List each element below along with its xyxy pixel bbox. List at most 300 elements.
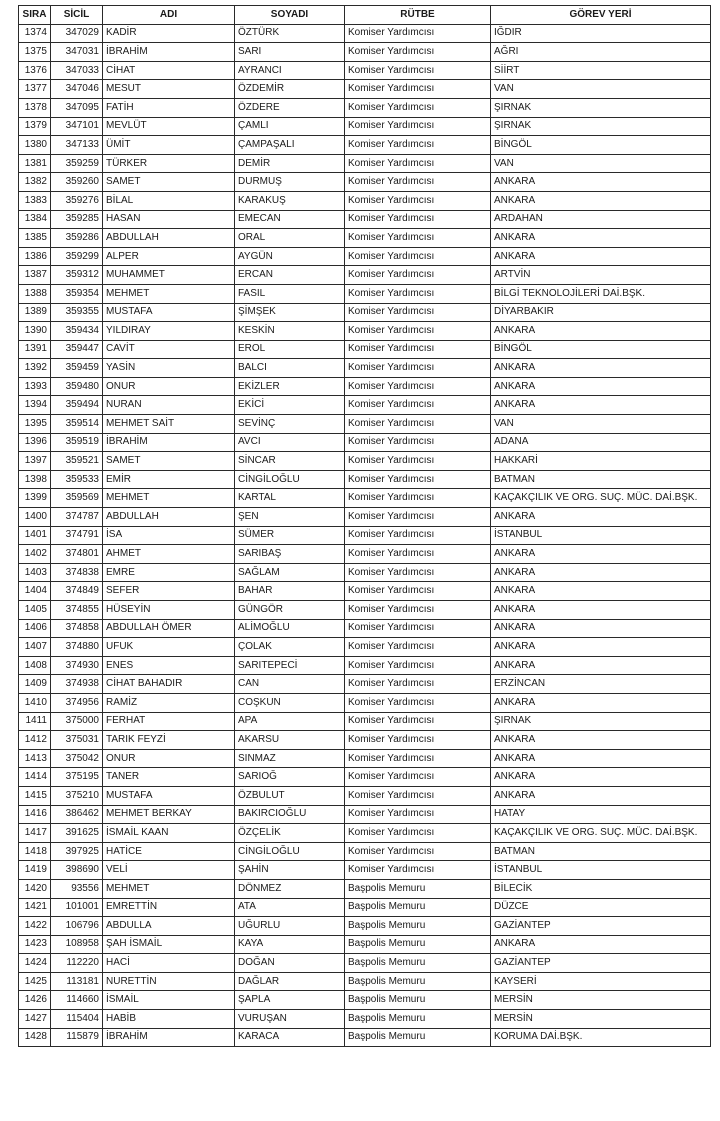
cell-sira: 1407 [19,638,51,657]
cell-sicil: 359276 [51,191,103,210]
cell-sicil: 347095 [51,98,103,117]
cell-gorev-yeri: MERSİN [491,991,711,1010]
cell-sira: 1424 [19,954,51,973]
cell-sira: 1382 [19,173,51,192]
cell-sira: 1386 [19,247,51,266]
cell-sira: 1402 [19,545,51,564]
cell-adi: TANER [103,768,235,787]
header-soyadi: SOYADI [235,6,345,25]
table-row [19,322,711,341]
table-row [19,879,711,898]
cell-gorev-yeri: ANKARA [491,693,711,712]
table-row [19,136,711,155]
cell-sicil: 374849 [51,582,103,601]
cell-soyadi: ŞİMŞEK [235,303,345,322]
table-row [19,749,711,768]
cell-gorev-yeri: ŞIRNAK [491,712,711,731]
cell-rutbe: Komiser Yardımcısı [345,805,491,824]
table-header-row [19,6,711,25]
cell-sicil: 359494 [51,396,103,415]
cell-sicil: 359299 [51,247,103,266]
cell-adi: HASAN [103,210,235,229]
cell-soyadi: KARAKUŞ [235,191,345,210]
cell-rutbe: Komiser Yardımcısı [345,136,491,155]
cell-adi: ONUR [103,749,235,768]
cell-rutbe: Komiser Yardımcısı [345,582,491,601]
cell-sira: 1411 [19,712,51,731]
cell-rutbe: Komiser Yardımcısı [345,861,491,880]
cell-rutbe: Komiser Yardımcısı [345,768,491,787]
personnel-list-sheet [18,5,710,1047]
cell-adi: ÜMİT [103,136,235,155]
table-row [19,824,711,843]
cell-adi: FERHAT [103,712,235,731]
cell-gorev-yeri: ANKARA [491,322,711,341]
cell-sira: 1377 [19,80,51,99]
cell-rutbe: Komiser Yardımcısı [345,508,491,527]
cell-rutbe: Komiser Yardımcısı [345,229,491,248]
cell-gorev-yeri: KORUMA DAİ.BŞK. [491,1028,711,1047]
table-row [19,898,711,917]
cell-gorev-yeri: BİNGÖL [491,340,711,359]
cell-gorev-yeri: ANKARA [491,638,711,657]
cell-sicil: 359480 [51,377,103,396]
cell-adi: ONUR [103,377,235,396]
cell-sira: 1389 [19,303,51,322]
cell-sicil: 359354 [51,284,103,303]
cell-gorev-yeri: ANKARA [491,229,711,248]
cell-soyadi: DÖNMEZ [235,879,345,898]
table-row [19,210,711,229]
cell-sira: 1415 [19,786,51,805]
cell-adi: ALPER [103,247,235,266]
cell-sicil: 108958 [51,935,103,954]
cell-soyadi: ŞAHİN [235,861,345,880]
cell-gorev-yeri: BİNGÖL [491,136,711,155]
cell-rutbe: Komiser Yardımcısı [345,154,491,173]
cell-gorev-yeri: ANKARA [491,191,711,210]
cell-adi: ŞAH İSMAİL [103,935,235,954]
cell-soyadi: ÖZDERE [235,98,345,117]
cell-gorev-yeri: ARTVİN [491,266,711,285]
cell-sicil: 375210 [51,786,103,805]
cell-sicil: 398690 [51,861,103,880]
cell-sira: 1401 [19,526,51,545]
cell-gorev-yeri: KAYSERİ [491,972,711,991]
table-row [19,80,711,99]
table-row [19,601,711,620]
cell-rutbe: Komiser Yardımcısı [345,61,491,80]
cell-sicil: 115879 [51,1028,103,1047]
cell-gorev-yeri: İSTANBUL [491,861,711,880]
cell-sira: 1378 [19,98,51,117]
cell-soyadi: CAN [235,675,345,694]
cell-rutbe: Başpolis Memuru [345,991,491,1010]
cell-adi: İSMAİL [103,991,235,1010]
cell-sira: 1387 [19,266,51,285]
cell-soyadi: UĞURLU [235,917,345,936]
cell-rutbe: Komiser Yardımcısı [345,396,491,415]
cell-adi: YILDIRAY [103,322,235,341]
cell-sira: 1394 [19,396,51,415]
cell-gorev-yeri: AĞRI [491,43,711,62]
cell-gorev-yeri: HATAY [491,805,711,824]
cell-rutbe: Komiser Yardımcısı [345,359,491,378]
table-row [19,452,711,471]
table-row [19,935,711,954]
cell-sicil: 347031 [51,43,103,62]
table-row [19,786,711,805]
cell-sicil: 106796 [51,917,103,936]
table-row [19,563,711,582]
table-row [19,861,711,880]
cell-soyadi: KARTAL [235,489,345,508]
cell-sira: 1396 [19,433,51,452]
cell-gorev-yeri: ANKARA [491,563,711,582]
table-row [19,656,711,675]
cell-adi: EMİR [103,470,235,489]
cell-soyadi: ÖZTÜRK [235,24,345,43]
cell-soyadi: CİNGİLOĞLU [235,842,345,861]
cell-adi: MUHAMMET [103,266,235,285]
cell-rutbe: Komiser Yardımcısı [345,284,491,303]
cell-sicil: 359459 [51,359,103,378]
cell-gorev-yeri: ANKARA [491,508,711,527]
cell-gorev-yeri: ŞIRNAK [491,98,711,117]
table-row [19,991,711,1010]
cell-soyadi: ŞAPLA [235,991,345,1010]
cell-gorev-yeri: ADANA [491,433,711,452]
cell-adi: NURETTİN [103,972,235,991]
table-row [19,154,711,173]
cell-sira: 1379 [19,117,51,136]
cell-gorev-yeri: ŞIRNAK [491,117,711,136]
cell-gorev-yeri: MERSİN [491,1010,711,1029]
cell-sicil: 359569 [51,489,103,508]
cell-rutbe: Komiser Yardımcısı [345,340,491,359]
cell-rutbe: Komiser Yardımcısı [345,117,491,136]
cell-sira: 1417 [19,824,51,843]
cell-sicil: 347046 [51,80,103,99]
cell-sira: 1398 [19,470,51,489]
cell-rutbe: Komiser Yardımcısı [345,24,491,43]
cell-gorev-yeri: KAÇAKÇILIK VE ORG. SUÇ. MÜC. DAİ.BŞK. [491,824,711,843]
cell-gorev-yeri: İSTANBUL [491,526,711,545]
cell-sira: 1420 [19,879,51,898]
cell-rutbe: Komiser Yardımcısı [345,563,491,582]
cell-adi: EMRE [103,563,235,582]
cell-gorev-yeri: ANKARA [491,377,711,396]
cell-gorev-yeri: ANKARA [491,786,711,805]
cell-sicil: 359355 [51,303,103,322]
table-row [19,1028,711,1047]
cell-sira: 1403 [19,563,51,582]
cell-soyadi: ÖZÇELİK [235,824,345,843]
cell-sira: 1421 [19,898,51,917]
cell-gorev-yeri: VAN [491,80,711,99]
cell-sira: 1399 [19,489,51,508]
cell-sira: 1393 [19,377,51,396]
table-row [19,98,711,117]
cell-soyadi: ATA [235,898,345,917]
table-row [19,340,711,359]
cell-gorev-yeri: VAN [491,154,711,173]
cell-sicil: 391625 [51,824,103,843]
table-row [19,24,711,43]
cell-sicil: 375042 [51,749,103,768]
cell-gorev-yeri: VAN [491,415,711,434]
cell-sicil: 374791 [51,526,103,545]
cell-sicil: 374930 [51,656,103,675]
cell-adi: HATİCE [103,842,235,861]
cell-rutbe: Komiser Yardımcısı [345,545,491,564]
header-sicil: SİCİL [51,6,103,25]
cell-sicil: 374956 [51,693,103,712]
header-adi: ADI [103,6,235,25]
cell-adi: MEHMET BERKAY [103,805,235,824]
cell-soyadi: DOĞAN [235,954,345,973]
cell-sicil: 374787 [51,508,103,527]
cell-rutbe: Komiser Yardımcısı [345,749,491,768]
cell-soyadi: DAĞLAR [235,972,345,991]
cell-rutbe: Komiser Yardımcısı [345,638,491,657]
cell-sira: 1391 [19,340,51,359]
cell-rutbe: Komiser Yardımcısı [345,842,491,861]
cell-gorev-yeri: ANKARA [491,601,711,620]
cell-sira: 1390 [19,322,51,341]
cell-soyadi: ÖZBULUT [235,786,345,805]
cell-soyadi: SARI [235,43,345,62]
cell-sira: 1427 [19,1010,51,1029]
cell-gorev-yeri: ANKARA [491,935,711,954]
cell-soyadi: SARIBAŞ [235,545,345,564]
cell-gorev-yeri: SİİRT [491,61,711,80]
cell-sira: 1375 [19,43,51,62]
table-row [19,191,711,210]
table-row [19,303,711,322]
cell-rutbe: Komiser Yardımcısı [345,619,491,638]
cell-soyadi: EROL [235,340,345,359]
cell-rutbe: Komiser Yardımcısı [345,247,491,266]
cell-sira: 1413 [19,749,51,768]
cell-adi: CİHAT [103,61,235,80]
cell-sira: 1385 [19,229,51,248]
cell-sicil: 386462 [51,805,103,824]
cell-gorev-yeri: KAÇAKÇILIK VE ORG. SUÇ. MÜC. DAİ.BŞK. [491,489,711,508]
cell-soyadi: EKİCİ [235,396,345,415]
cell-rutbe: Komiser Yardımcısı [345,712,491,731]
cell-soyadi: GÜNGÖR [235,601,345,620]
header-sira: SIRA [19,6,51,25]
cell-rutbe: Başpolis Memuru [345,1010,491,1029]
cell-adi: MUSTAFA [103,303,235,322]
table-row [19,61,711,80]
cell-sira: 1412 [19,731,51,750]
cell-adi: ABDULLAH [103,229,235,248]
cell-rutbe: Komiser Yardımcısı [345,601,491,620]
table-row [19,917,711,936]
cell-rutbe: Başpolis Memuru [345,972,491,991]
header-rutbe: RÜTBE [345,6,491,25]
cell-sicil: 359514 [51,415,103,434]
cell-adi: İBRAHİM [103,433,235,452]
table-row [19,266,711,285]
cell-soyadi: CİNGİLOĞLU [235,470,345,489]
cell-rutbe: Komiser Yardımcısı [345,470,491,489]
cell-soyadi: AKARSU [235,731,345,750]
cell-adi: ABDULLA [103,917,235,936]
cell-sira: 1409 [19,675,51,694]
cell-adi: EMRETTİN [103,898,235,917]
cell-adi: NURAN [103,396,235,415]
cell-adi: MEHMET [103,879,235,898]
cell-sira: 1410 [19,693,51,712]
cell-soyadi: SÜMER [235,526,345,545]
cell-rutbe: Başpolis Memuru [345,954,491,973]
cell-sicil: 359312 [51,266,103,285]
cell-gorev-yeri: BİLECİK [491,879,711,898]
cell-gorev-yeri: ANKARA [491,582,711,601]
cell-adi: CAVİT [103,340,235,359]
cell-sira: 1419 [19,861,51,880]
cell-soyadi: KARACA [235,1028,345,1047]
personnel-table [18,5,711,1047]
cell-gorev-yeri: ARDAHAN [491,210,711,229]
cell-soyadi: DURMUŞ [235,173,345,192]
table-row [19,526,711,545]
cell-rutbe: Komiser Yardımcısı [345,415,491,434]
table-row [19,675,711,694]
table-row [19,117,711,136]
cell-sicil: 359285 [51,210,103,229]
table-row [19,247,711,266]
cell-adi: ABDULLAH ÖMER [103,619,235,638]
cell-adi: BİLAL [103,191,235,210]
cell-gorev-yeri: ANKARA [491,768,711,787]
table-row [19,396,711,415]
cell-soyadi: EMECAN [235,210,345,229]
cell-soyadi: ÇAMPAŞALI [235,136,345,155]
cell-sira: 1414 [19,768,51,787]
cell-adi: SAMET [103,452,235,471]
cell-sicil: 347033 [51,61,103,80]
cell-adi: İSA [103,526,235,545]
table-row [19,693,711,712]
cell-sicil: 347029 [51,24,103,43]
cell-sicil: 374938 [51,675,103,694]
cell-adi: ABDULLAH [103,508,235,527]
table-row [19,842,711,861]
cell-sicil: 347101 [51,117,103,136]
cell-sira: 1404 [19,582,51,601]
cell-gorev-yeri: DÜZCE [491,898,711,917]
cell-sira: 1426 [19,991,51,1010]
cell-rutbe: Komiser Yardımcısı [345,266,491,285]
cell-soyadi: APA [235,712,345,731]
cell-soyadi: ERCAN [235,266,345,285]
table-row [19,415,711,434]
cell-adi: AHMET [103,545,235,564]
cell-soyadi: EKİZLER [235,377,345,396]
cell-soyadi: AYRANCI [235,61,345,80]
cell-soyadi: ÇAMLI [235,117,345,136]
cell-sira: 1397 [19,452,51,471]
cell-sicil: 115404 [51,1010,103,1029]
cell-soyadi: ÖZDEMİR [235,80,345,99]
table-row [19,582,711,601]
cell-gorev-yeri: ANKARA [491,731,711,750]
cell-gorev-yeri: ANKARA [491,656,711,675]
table-row [19,173,711,192]
table-row [19,638,711,657]
table-row [19,508,711,527]
cell-sira: 1400 [19,508,51,527]
cell-sicil: 374838 [51,563,103,582]
cell-sicil: 359434 [51,322,103,341]
cell-adi: UFUK [103,638,235,657]
cell-sicil: 359260 [51,173,103,192]
cell-sira: 1392 [19,359,51,378]
cell-soyadi: AVCI [235,433,345,452]
cell-soyadi: ÇOLAK [235,638,345,657]
cell-sicil: 374855 [51,601,103,620]
cell-rutbe: Komiser Yardımcısı [345,98,491,117]
cell-rutbe: Komiser Yardımcısı [345,191,491,210]
cell-adi: MESUT [103,80,235,99]
table-row [19,489,711,508]
cell-soyadi: COŞKUN [235,693,345,712]
cell-soyadi: AYGÜN [235,247,345,266]
cell-gorev-yeri: ANKARA [491,749,711,768]
table-row [19,972,711,991]
cell-rutbe: Komiser Yardımcısı [345,656,491,675]
cell-sira: 1428 [19,1028,51,1047]
cell-sicil: 114660 [51,991,103,1010]
cell-rutbe: Komiser Yardımcısı [345,303,491,322]
cell-rutbe: Komiser Yardımcısı [345,526,491,545]
cell-rutbe: Komiser Yardımcısı [345,210,491,229]
table-row [19,470,711,489]
cell-soyadi: KESKİN [235,322,345,341]
cell-soyadi: KAYA [235,935,345,954]
cell-sicil: 359447 [51,340,103,359]
cell-sira: 1384 [19,210,51,229]
cell-gorev-yeri: ANKARA [491,359,711,378]
cell-sira: 1388 [19,284,51,303]
cell-gorev-yeri: GAZİANTEP [491,917,711,936]
cell-sira: 1408 [19,656,51,675]
cell-gorev-yeri: ANKARA [491,545,711,564]
cell-sicil: 374858 [51,619,103,638]
cell-gorev-yeri: ANKARA [491,247,711,266]
cell-sicil: 359533 [51,470,103,489]
cell-soyadi: BALCI [235,359,345,378]
cell-adi: FATİH [103,98,235,117]
cell-sira: 1383 [19,191,51,210]
cell-rutbe: Komiser Yardımcısı [345,693,491,712]
table-row [19,619,711,638]
cell-soyadi: BAHAR [235,582,345,601]
cell-soyadi: BAKIRCIOĞLU [235,805,345,824]
cell-rutbe: Başpolis Memuru [345,898,491,917]
cell-sicil: 374801 [51,545,103,564]
cell-sira: 1418 [19,842,51,861]
cell-sicil: 112220 [51,954,103,973]
table-row [19,43,711,62]
cell-adi: KADİR [103,24,235,43]
cell-sira: 1405 [19,601,51,620]
table-row [19,229,711,248]
